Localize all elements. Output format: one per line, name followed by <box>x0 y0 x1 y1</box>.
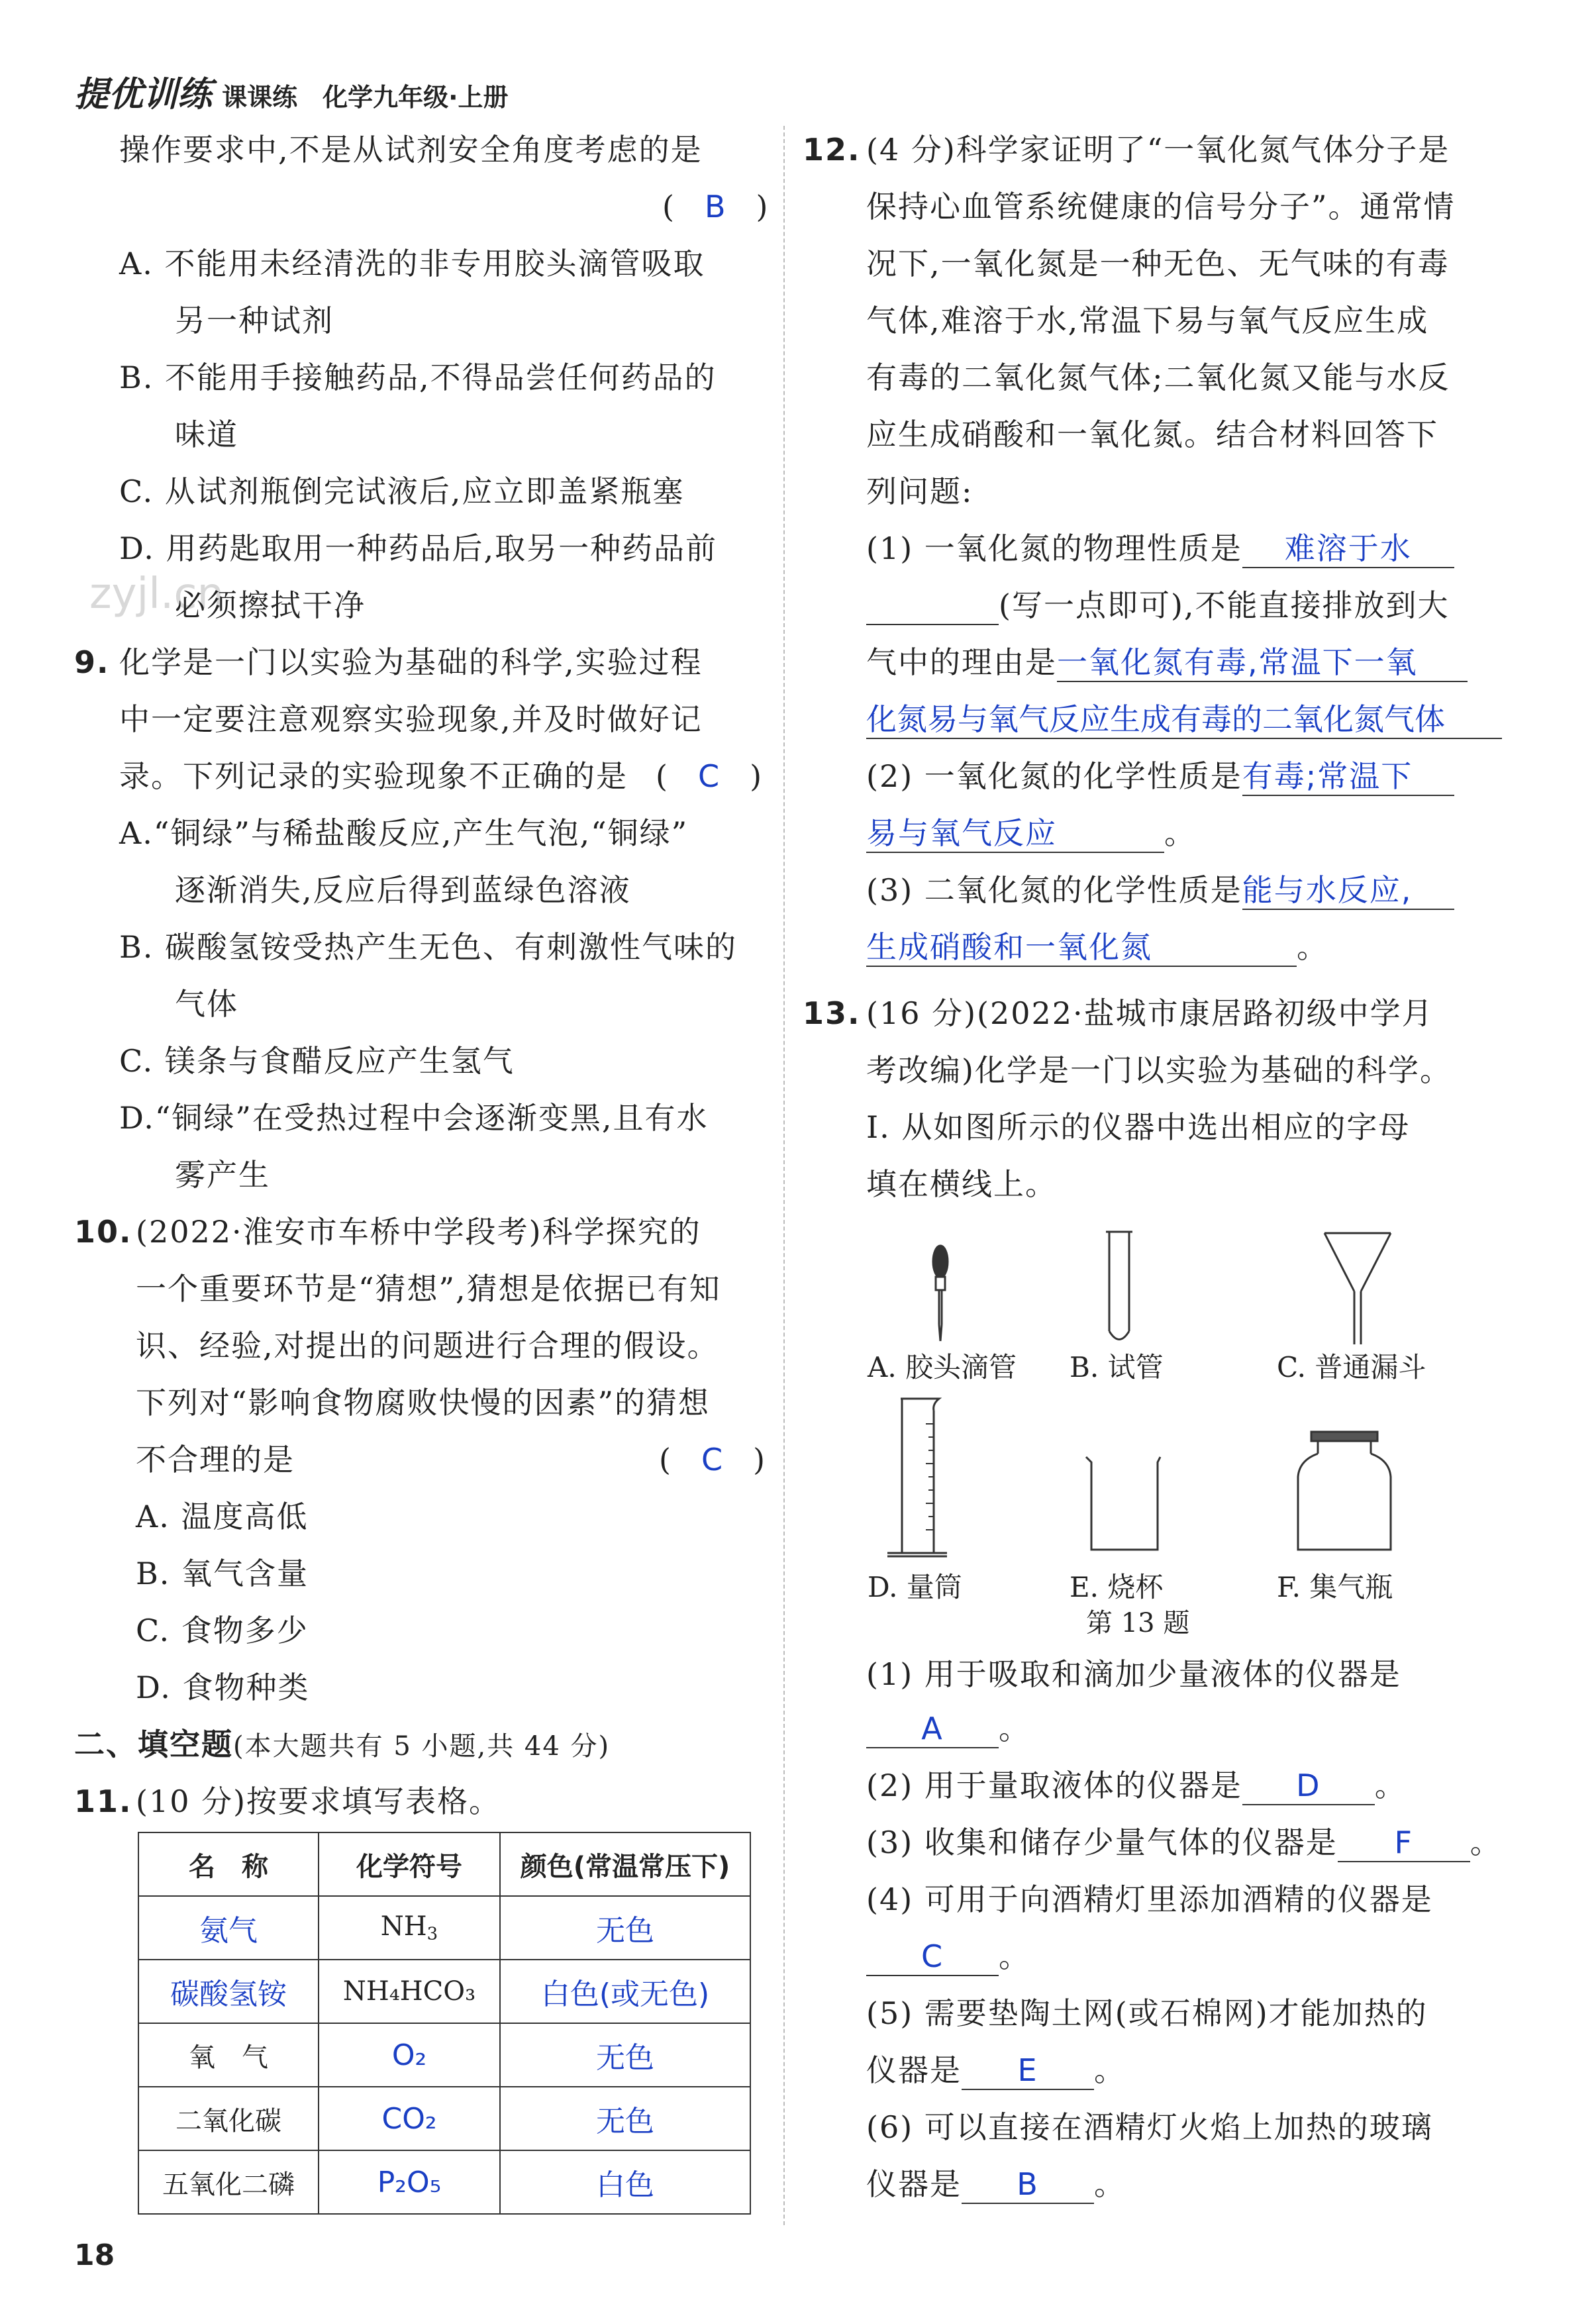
q13-label-d: D. 量筒 <box>868 1571 962 1603</box>
q12-line7: 列问题: <box>866 474 973 509</box>
q9-line2: 中一定要注意观察实验现象,并及时做好记 <box>119 701 703 737</box>
q13-sub3-text: (3) 收集和储存少量气体的仪器是 <box>866 1825 1338 1860</box>
q12-part3-period: 。 <box>1297 929 1328 965</box>
q11-row2-symbol: NH₄HCO₃ <box>319 1960 500 2023</box>
q13-sub3 <box>866 1823 1502 1862</box>
q8-option-b: B. 不能用手接触药品,不得品尝任何药品的 <box>119 360 717 395</box>
q12-line2: 保持心血管系统健康的信号分子”。通常情 <box>866 189 1456 225</box>
table-row <box>138 2023 750 2087</box>
q10-line1: (2022·淮安市车桥中学段考)科学探究的 <box>136 1214 701 1250</box>
q13-sub5-text2: 仪器是 <box>866 2052 962 2088</box>
q8-option-c: C. 从试剂瓶倒完试液后,应立即盖紧瓶塞 <box>119 474 685 509</box>
header-subtitle: 课课练 化学九年级·上册 <box>222 83 509 112</box>
q13-sub5: (5) 需要垫陶土网(或石棉网)才能加热的 <box>866 1995 1428 2031</box>
q11-header-symbol: 化学符号 <box>319 1832 500 1896</box>
q11-header-name: 名 称 <box>138 1832 319 1896</box>
q13-sub3-answer: F <box>1338 1824 1470 1862</box>
q12-part1-blank-tail <box>866 587 999 625</box>
q13-line2: 考改编)化学是一门以实验为基础的科学。 <box>866 1052 1452 1088</box>
q10-option-b: B. 氧气含量 <box>136 1556 309 1591</box>
q9-option-a-cont: 逐渐消失,反应后得到蓝绿色溶液 <box>175 872 631 908</box>
q9-number: 9. <box>74 644 110 680</box>
q10-option-d: D. 食物种类 <box>136 1670 310 1705</box>
q11-row1-symbol-main: NH <box>380 1911 427 1942</box>
q11-text: (10 分)按要求填写表格。 <box>136 1783 501 1819</box>
q11-number: 11. <box>74 1783 132 1819</box>
header-brand: 提优训练 <box>74 75 213 115</box>
q10-line3: 识、经验,对提出的问题进行合理的假设。 <box>136 1328 719 1364</box>
q13-figure <box>861 1225 1470 1563</box>
q12-part2-line2 <box>866 813 1196 853</box>
q12-line6: 应生成硝酸和一氧化氮。结合材料回答下 <box>866 417 1438 452</box>
q12-part2-answer: 有毒;常温下 <box>1242 758 1454 796</box>
q9-option-b: B. 碳酸氢铵受热产生无色、有刺激性气味的 <box>119 929 738 965</box>
test-tube-icon <box>1106 1232 1132 1340</box>
q13-number: 13. <box>803 995 861 1031</box>
q13-sub2 <box>866 1766 1407 1805</box>
q13-sub1-period: 。 <box>999 1711 1030 1746</box>
q8-answer-paren: ( B ) <box>662 189 768 225</box>
q13-sub4-answer-line <box>866 1936 1030 1976</box>
q12-part1-line4 <box>866 699 1502 739</box>
section2-note: (本大题共有 5 小题,共 44 分) <box>233 1731 611 1762</box>
watermark: zyjl.cn <box>89 570 224 619</box>
table-row <box>138 2150 750 2214</box>
q12-line3: 况下,一氧化氮是一种无色、无气味的有毒 <box>866 246 1450 281</box>
funnel-icon <box>1324 1233 1391 1344</box>
section2-heading <box>74 1725 610 1766</box>
q11-row1-name: 氨气 <box>138 1896 319 1960</box>
q8-option-a: A. 不能用未经清洗的非专用胶头滴管吸取 <box>119 246 705 281</box>
column-divider <box>783 126 785 2225</box>
q9-option-d: D.“铜绿”在受热过程中会逐渐变黑,且有水 <box>119 1100 709 1136</box>
q11-row2-name: 碳酸氢铵 <box>138 1960 319 2023</box>
q11-row1-color: 无色 <box>500 1896 750 1960</box>
q13-sub6: (6) 可以直接在酒精灯火焰上加热的玻璃 <box>866 2109 1433 2145</box>
q13-line3: Ⅰ. 从如图所示的仪器中选出相应的字母 <box>866 1109 1411 1145</box>
table-row <box>138 1896 750 1960</box>
q12-line4: 气体,难溶于水,常温下易与氧气反应生成 <box>866 303 1429 338</box>
q11-row4-name: 二氧化碳 <box>138 2087 319 2150</box>
q8-option-d: D. 用药匙取用一种药品后,取另一种药品前 <box>119 530 718 566</box>
q13-line4: 填在横线上。 <box>866 1166 1057 1202</box>
q10-line2: 一个重要环节是“猜想”,猜想是依据已有知 <box>136 1271 721 1307</box>
q13-sub2-answer: D <box>1242 1767 1375 1805</box>
q9-option-c: C. 镁条与食醋反应产生氢气 <box>119 1043 515 1079</box>
dropper-icon <box>933 1246 948 1341</box>
q9-option-d-cont: 雾产生 <box>175 1157 270 1193</box>
q11-row5-name: 五氧化二磷 <box>138 2150 319 2214</box>
section2-title: 二、填空题 <box>74 1726 233 1762</box>
q12-part1-answer: 难溶于水 <box>1242 530 1454 568</box>
q12-part1-reason-cont: 化氮易与氧气反应生成有毒的二氧化氮气体 <box>866 701 1502 739</box>
q13-sub5-answer: E <box>962 2052 1094 2090</box>
table-row <box>138 2087 750 2150</box>
q12-part1-line2 <box>866 585 1450 625</box>
q9-answer: C <box>697 758 720 794</box>
q12-part1-line3 <box>866 642 1468 682</box>
q13-sub5-period: 。 <box>1094 2052 1126 2088</box>
q12-number: 12. <box>803 132 861 168</box>
q11-row3-name: 氧 气 <box>138 2023 319 2087</box>
q9-line3: 录。下列记录的实验现象不正确的是 <box>119 758 628 794</box>
q13-figure-caption: 第 13 题 <box>1086 1608 1190 1638</box>
q13-sub4-answer: C <box>866 1938 999 1976</box>
q13-label-f: F. 集气瓶 <box>1277 1571 1393 1603</box>
q10-answer-paren: ( C ) <box>659 1442 766 1477</box>
q13-sub2-text: (2) 用于量取液体的仪器是 <box>866 1768 1242 1803</box>
table-row <box>138 1960 750 2023</box>
q13-sub4: (4) 可用于向酒精灯里添加酒精的仪器是 <box>866 1881 1433 1917</box>
beaker-icon <box>1086 1457 1160 1550</box>
q13-sub6-period: 。 <box>1094 2166 1126 2202</box>
q8-answer: B <box>704 189 726 225</box>
q10-line4: 下列对“影响食物腐败快慢的因素”的猜想 <box>136 1385 711 1421</box>
q10-option-a: A. 温度高低 <box>136 1499 309 1534</box>
q12-line5: 有毒的二氧化氮气体;二氧化氮又能与水反 <box>866 360 1450 395</box>
q11-table <box>138 1832 751 2215</box>
q13-sub1-answer: A <box>866 1710 999 1748</box>
q12-part2 <box>866 756 1454 796</box>
q12-part2-period: 。 <box>1164 815 1196 851</box>
q12-part2-text: (2) 一氧化氮的化学性质是 <box>866 758 1242 794</box>
q12-part1 <box>866 528 1454 568</box>
gas-bottle-icon <box>1298 1432 1391 1550</box>
q12-line1: (4 分)科学家证明了“一氧化氮气体分子是 <box>866 132 1450 168</box>
q12-part3-answer: 能与水反应, <box>1242 872 1454 910</box>
q13-sub5-line2 <box>866 2050 1126 2090</box>
q10-answer: C <box>701 1442 723 1477</box>
q8-option-d-cont: 必须擦拭干净 <box>175 587 366 623</box>
q13-sub3-period: 。 <box>1470 1825 1502 1860</box>
q13-line1: (16 分)(2022·盐城市康居路初级中学月 <box>866 995 1434 1031</box>
q11-row5-symbol: P₂O₅ <box>319 2150 500 2214</box>
q13-sub6-answer: B <box>962 2166 1094 2204</box>
q9-option-a: A.“铜绿”与稀盐酸反应,产生气泡,“铜绿” <box>119 815 689 851</box>
q13-label-e: E. 烧杯 <box>1070 1571 1164 1603</box>
q9-line1: 化学是一门以实验为基础的科学,实验过程 <box>119 644 703 680</box>
q12-part3-line2 <box>866 927 1328 967</box>
q9-option-b-cont: 气体 <box>175 986 238 1022</box>
q10-line5: 不合理的是 <box>136 1442 295 1477</box>
q11-table-header <box>138 1832 750 1896</box>
q13-sub4-period: 。 <box>999 1938 1030 1974</box>
q11-header-color: 颜色(常温常压下) <box>500 1832 750 1896</box>
q13-sub2-period: 。 <box>1374 1768 1407 1803</box>
q11-row3-symbol: O₂ <box>319 2023 500 2087</box>
q13-sub1: (1) 用于吸取和滴加少量液体的仪器是 <box>866 1656 1401 1692</box>
q12-part1-text2: (写一点即可),不能直接排放到大 <box>999 587 1450 623</box>
q13-sub1-answer-line <box>866 1709 1030 1748</box>
q12-part1-text3: 气中的理由是 <box>866 644 1057 680</box>
q12-part1-reason: 一氧化氮有毒,常温下一氧 <box>1057 644 1468 682</box>
q11-row3-color: 无色 <box>500 2023 750 2087</box>
q12-part3-answer-cont: 生成硝酸和一氧化氮 <box>866 928 1297 967</box>
q13-sub6-text2: 仪器是 <box>866 2166 962 2202</box>
q13-sub6-line2 <box>866 2164 1126 2204</box>
q12-part1-text: (1) 一氧化氮的物理性质是 <box>866 530 1242 566</box>
q11-row4-symbol: CO₂ <box>319 2087 500 2150</box>
graduated-cylinder-icon <box>887 1399 947 1556</box>
q12-part3-text: (3) 二氧化氮的化学性质是 <box>866 872 1242 908</box>
q11-row1-symbol-sub: 3 <box>426 1924 438 1944</box>
q8-option-b-cont: 味道 <box>175 417 238 452</box>
q8-stem: 操作要求中,不是从试剂安全角度考虑的是 <box>119 132 703 168</box>
q11-row4-color: 无色 <box>500 2087 750 2150</box>
q10-number: 10. <box>74 1214 132 1250</box>
q8-option-a-cont: 另一种试剂 <box>175 303 334 338</box>
q12-part2-answer-cont: 易与氧气反应 <box>866 815 1164 853</box>
q9-answer-paren: ( C ) <box>656 758 762 794</box>
q11-row5-color: 白色 <box>500 2150 750 2214</box>
page-header <box>74 66 736 113</box>
q13-label-b: B. 试管 <box>1070 1351 1164 1383</box>
q11-row2-color: 白色(或无色) <box>500 1960 750 2023</box>
q13-label-c: C. 普通漏斗 <box>1277 1351 1426 1383</box>
q10-option-c: C. 食物多少 <box>136 1613 309 1648</box>
page-number: 18 <box>74 2238 115 2272</box>
q11-row1-symbol <box>319 1896 500 1960</box>
q13-label-a: A. 胶头滴管 <box>868 1351 1017 1383</box>
q12-part3 <box>866 870 1454 910</box>
